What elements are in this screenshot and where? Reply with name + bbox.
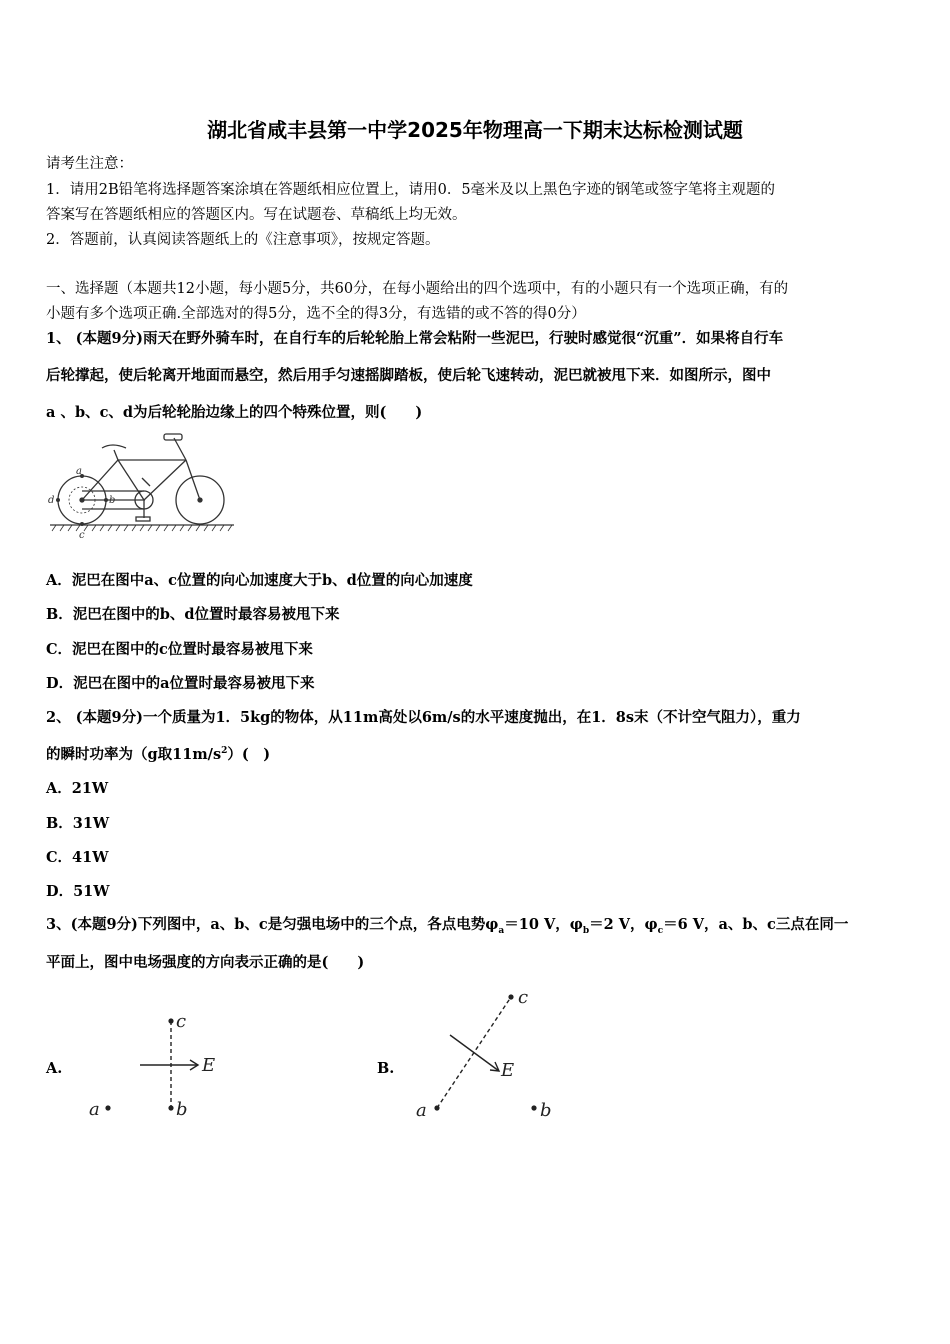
q3-option-a-label: A. — [46, 1060, 63, 1077]
label-a: a — [89, 1099, 100, 1120]
pedal — [136, 517, 150, 521]
label-a: a — [76, 466, 82, 477]
q1-stem-line-2: 后轮撑起，使后轮离开地面而悬空，然后用手匀速摇脚踏板，使后轮飞速转动，泥巴就被甩下来．如图所示，图中 — [46, 367, 771, 384]
label-c: c — [79, 530, 85, 541]
pedal-crank-top — [142, 478, 150, 486]
q1-stem-line-1: 1、 (本题9分)雨天在野外骑车时，在自行车的后轮轮胎上常会粘附一些泥巴，行驶时感觉很“沉重”．如果将自行车 — [46, 330, 784, 347]
label-c: c — [518, 987, 529, 1008]
point-c — [508, 994, 513, 999]
notice-heading: 请考生注意： — [46, 156, 133, 172]
point-b — [531, 1105, 536, 1110]
handlebar — [164, 434, 182, 440]
point-a — [105, 1105, 110, 1110]
label-b: b — [540, 1100, 552, 1121]
section-heading-line-2: 小题有多个选项正确.全部选对的得5分，选不全的得3分，有选错的或不答的得0分） — [46, 306, 586, 322]
q3-sub-a: a — [498, 925, 505, 936]
notice-item-2: 2．答题前，认真阅读答题纸上的《注意事项》，按规定答题。 — [46, 232, 440, 248]
label-d: d — [48, 495, 55, 506]
q2-option-b: B．31W — [46, 815, 110, 832]
field-arrow-E — [450, 1035, 499, 1071]
q2-option-c: C．41W — [46, 849, 109, 866]
label-a: a — [416, 1100, 427, 1121]
q2-stem-line-1: 2、 (本题9分)一个质量为1．5kg的物体，从11m高处以6m/s的水平速度抛出，在1．8s末（不计空气阻力），重力 — [46, 709, 801, 726]
bicycle-figure — [46, 430, 236, 542]
point-c — [80, 522, 84, 526]
q1-option-b: B．泥巴在图中的b、d位置时最容易被甩下来 — [46, 606, 340, 623]
q1-option-a: A．泥巴在图中a、c位置的向心加速度大于b、d位置的向心加速度 — [46, 572, 473, 589]
notice-item-1-line-2: 答案写在答题纸相应的答题区内。写在试题卷、草稿纸上均无效。 — [46, 207, 467, 223]
page-title: 湖北省咸丰县第一中学2025年物理高一下期末达标检测试题 — [207, 118, 743, 142]
section-heading-line-1: 一、选择题（本题共12小题，每小题5分，共60分，在每小题给出的四个选项中，有的小题只有一个选项正确，有的 — [46, 281, 789, 297]
q3-stem-mid-1: ＝10 V，φ — [504, 916, 583, 933]
stem — [174, 438, 186, 460]
point-d — [56, 498, 60, 502]
label-b: b — [109, 495, 116, 506]
q3-option-b-label: B. — [377, 1060, 395, 1077]
q2-option-a: A．21W — [46, 780, 109, 797]
label-E: E — [501, 1060, 515, 1081]
point-a — [434, 1105, 439, 1110]
fork — [186, 460, 200, 500]
q3-option-a-figure — [80, 1005, 230, 1130]
q3-sub-b: b — [582, 925, 590, 936]
q1-option-c: C．泥巴在图中的c位置时最容易被甩下来 — [46, 641, 313, 658]
point-b — [168, 1105, 173, 1110]
q3-stem-pre: 3、(本题9分)下列图中，a、b、c是匀强电场中的三个点，各点电势φ — [46, 916, 499, 933]
label-E: E — [202, 1055, 216, 1076]
q2-stem-line-2 — [46, 743, 908, 764]
q2-stem-line-2-pre: 的瞬时功率为（g取11m/s — [46, 746, 222, 763]
q2-unit-superscript: 2 — [221, 746, 228, 757]
saddle — [102, 445, 126, 448]
q3-option-b-figure — [410, 985, 570, 1130]
point-c — [168, 1018, 173, 1023]
seat-post — [114, 450, 118, 460]
q3-sub-c: c — [657, 925, 664, 936]
arrowhead-E — [490, 1062, 499, 1071]
q3-stem-line-2: 平面上，图中电场强度的方向表示正确的是( ) — [46, 954, 365, 971]
q3-stem-mid-2: ＝2 V，φ — [589, 916, 658, 933]
point-b — [104, 498, 108, 502]
rear-frame — [82, 460, 144, 500]
q1-option-d: D．泥巴在图中的a位置时最容易被甩下来 — [46, 675, 315, 692]
q2-stem-line-2-post: ）( ) — [227, 746, 271, 763]
q2-option-d: D．51W — [46, 883, 110, 900]
label-c: c — [176, 1011, 187, 1032]
label-b: b — [176, 1099, 188, 1120]
q3-stem-post: ＝6 V，a、b、c三点在同一 — [663, 916, 849, 933]
notice-item-1-line-1: 1．请用2B铅笔将选择题答案涂填在答题纸相应位置上，请用0．5毫米及以上黑色字迹的钢笔或签字笔将主观题的 — [46, 182, 776, 198]
q1-stem-line-3: a 、b、c、d为后轮轮胎边缘上的四个特殊位置，则( ) — [46, 404, 423, 421]
q3-stem-line-1 — [46, 913, 908, 936]
